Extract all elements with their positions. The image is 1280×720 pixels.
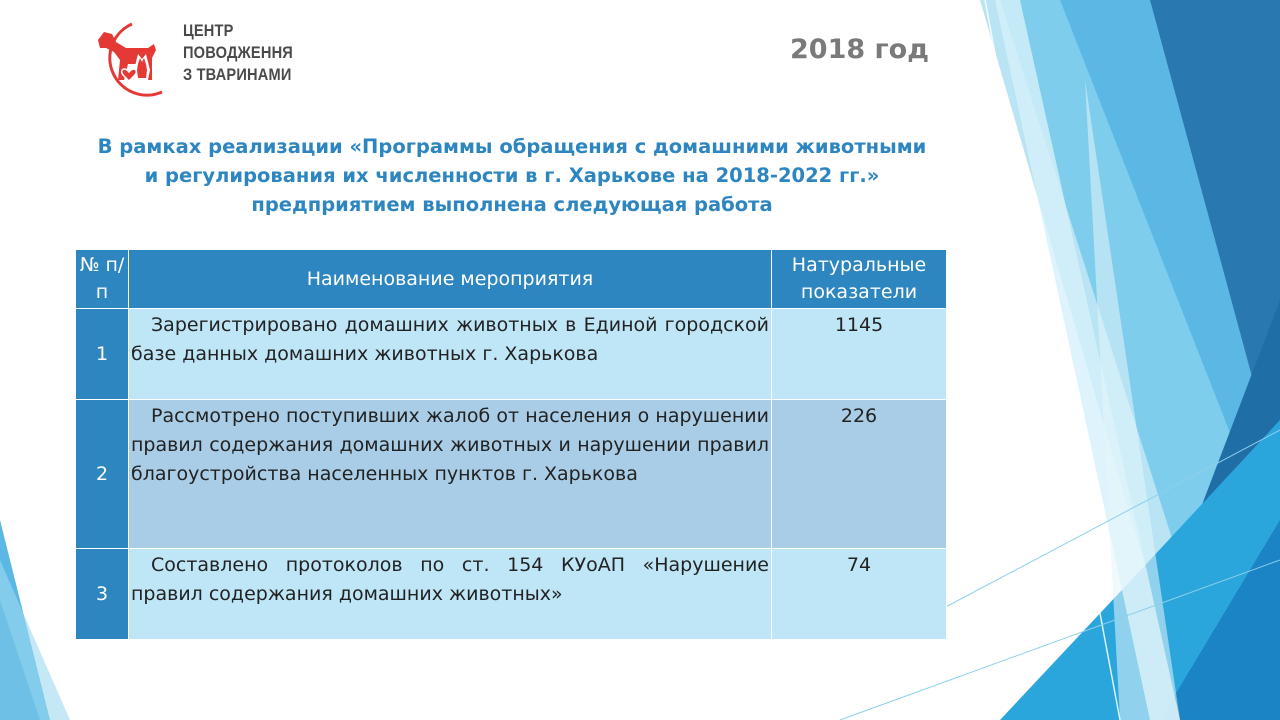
organization-logo	[92, 18, 322, 108]
logo-line-3: З ТВАРИНАМИ	[183, 65, 292, 84]
work-results-table	[75, 249, 947, 640]
intro-line-1: В рамках реализации «Программы обращения с домашними животными	[97, 135, 927, 158]
year-label: 2018 год	[790, 34, 930, 65]
row-value: 1145	[772, 309, 947, 400]
dog-and-cat-heart-logo-icon	[92, 18, 172, 108]
table-row	[76, 400, 947, 549]
row-value: 226	[772, 400, 947, 549]
row-name: Зарегистрировано домашних животных в Единой городской базе данных домашних животных г. Харькова	[129, 309, 772, 400]
table-header-row	[76, 250, 947, 309]
intro-line-2: и регулирования их численности в г. Харькове на 2018-2022 гг.»	[144, 164, 880, 187]
row-value: 74	[772, 549, 947, 640]
row-number: 2	[76, 400, 129, 549]
logo-line-2: ПОВОДЖЕННЯ	[183, 43, 293, 62]
row-number: 3	[76, 549, 129, 640]
row-number: 1	[76, 309, 129, 400]
table-row	[76, 549, 947, 640]
header-name: Наименование мероприятия	[129, 250, 772, 309]
intro-heading	[70, 132, 954, 219]
intro-line-3: предприятием выполнена следующая работа	[251, 193, 773, 216]
header-number: № п/п	[76, 250, 129, 309]
logo-line-1: ЦЕНТР	[183, 21, 234, 40]
table-row	[76, 309, 947, 400]
logo-wordmark	[183, 20, 293, 86]
row-name: Рассмотрено поступивших жалоб от населения о нарушении правил содержания домашних животных и нарушении правил благоустройства населенных пунктов г. Харькова	[129, 400, 772, 549]
header-value: Натуральные показатели	[772, 250, 947, 309]
row-name: Составлено протоколов по ст. 154 КУоАП «Нарушение правил содержания домашних животных»	[129, 549, 772, 640]
